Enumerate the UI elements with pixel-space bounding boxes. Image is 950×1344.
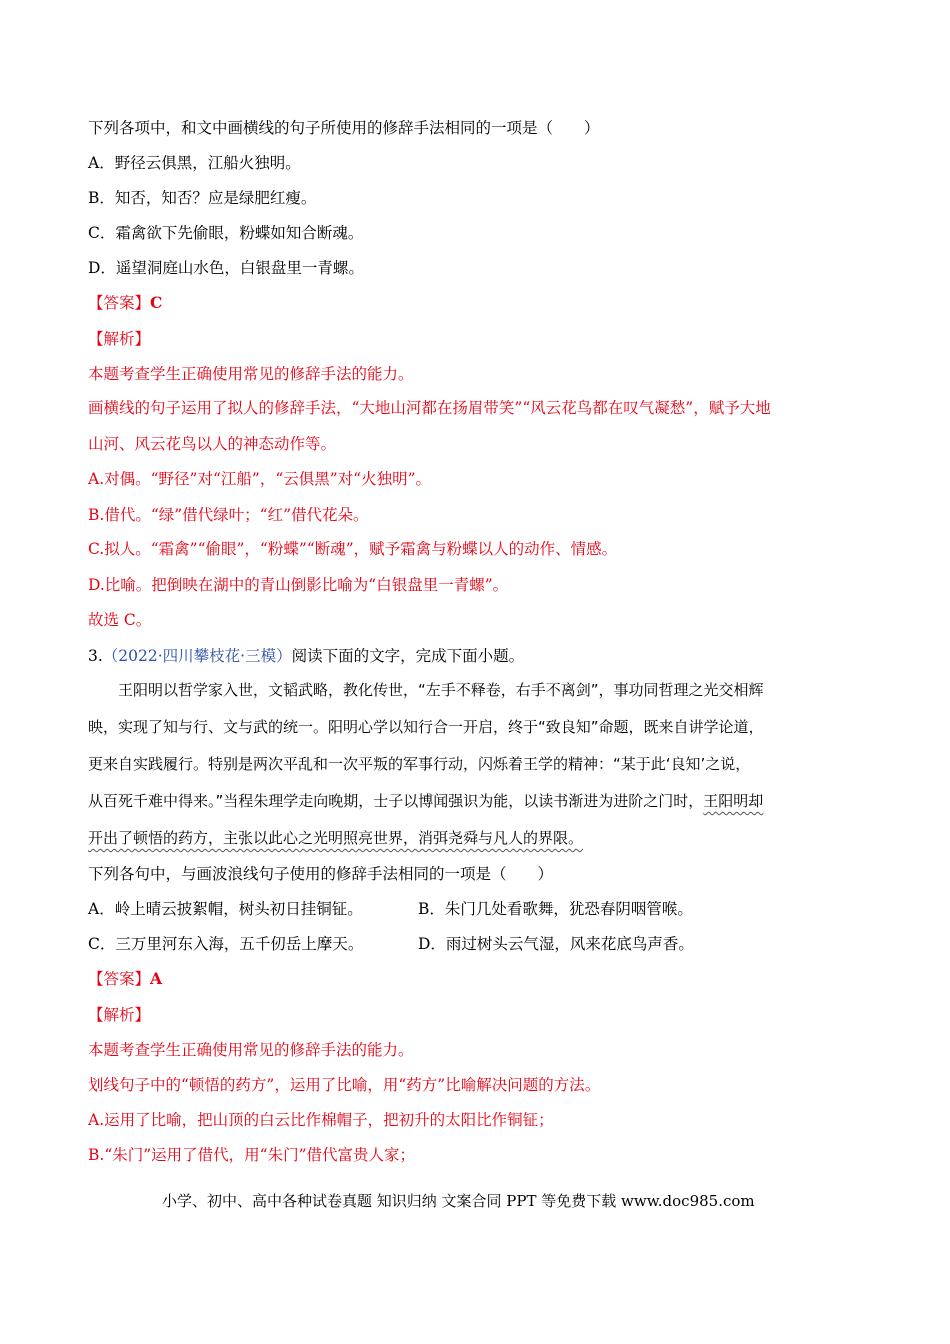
passage-line-4 [88,791,763,811]
q3-analysis-line-1: 本题考查学生正确使用常见的修辞手法的能力。 [88,1041,414,1059]
q3-option-b: B．朱门几处看歌舞，犹恐春阴咽管喉。 [418,900,693,918]
q3-analysis-line-4: B.“朱门”运用了借代，用“朱门”借代富贵人家； [88,1146,416,1164]
q3-stem: 下列各句中，与画波浪线句子使用的修辞手法相同的一项是（ ） [88,865,554,883]
q2-analysis-line-3: 山河、风云花鸟以人的神态动作等。 [88,435,337,453]
q3-answer [88,969,162,989]
q3-analysis-label: 【解析】 [88,1006,151,1024]
q2-answer-label: 【答案】 [88,294,151,312]
passage-line-1: 王阳明以哲学家入世，文韬武略，教化传世，“左手不释卷，右手不离剑”，事功同哲理之光交相辉 [118,681,764,699]
q3-analysis-line-2: 划线句子中的“顿悟的药方”，运用了比喻，用“药方”比喻解决问题的方法。 [88,1076,601,1094]
q2-answer-value: C [150,293,163,312]
q2-answer [88,293,162,313]
q2-analysis-line-7: D.比喻。把倒映在湖中的青山倒影比喻为“白银盘里一青螺”。 [88,576,509,594]
q3-source: （2022·四川攀枝花·三模） [102,647,292,665]
q3-answer-label: 【答案】 [88,970,151,988]
wavy-underlined-sentence-end: 开出了顿悟的药方，主张以此心之光明照亮世界，消弭尧舜与凡人的界限。 [88,829,584,847]
q3-option-c: C．三万里河东入海，五千仞岳上摩天。 [88,935,364,953]
q2-analysis-line-5: B.借代。“绿”借代绿叶；“红”借代花朵。 [88,506,369,524]
q3-intro: 阅读下面的文字，完成下面小题。 [291,647,525,665]
q2-stem: 下列各项中，和文中画横线的句子所使用的修辞手法相同的一项是（ ） [88,119,600,137]
q2-analysis-line-6: C.拟人。“霜禽”“偷眼”，“粉蝶”“断魂”，赋予霜禽与粉蝶以人的动作、情感。 [88,540,618,558]
q2-option-a: A．野径云俱黑，江船火独明。 [88,154,301,172]
q3-number: 3. [88,647,103,665]
q3-option-d: D．雨过树头云气湿，风来花底鸟声香。 [418,935,694,953]
q2-option-c: C．霜禽欲下先偷眼，粉蝶如知合断魂。 [88,224,364,242]
wavy-underlined-sentence-start: 王阳明却 [703,792,764,810]
q2-option-b: B．知否，知否？应是绿肥红瘦。 [88,189,317,207]
passage-line-4-text: 从百死千难中得来。”当程朱理学走向晚期，士子以博闻强识为能，以读书渐进为进阶之门时， [88,792,704,810]
q2-analysis-line-2: 画横线的句子运用了拟人的修辞手法，“大地山河都在扬眉带笑”“风云花鸟都在叹气凝愁”，赋予大地 [88,399,771,417]
page-footer: 小学、初中、高中各种试卷真题 知识归纳 文案合同 PPT 等免费下载 www.doc985.com [162,1192,755,1210]
passage-line-2: 映，实现了知与行、文与武的统一。阳明心学以知行合一开启，终于“致良知”命题，既来自讲学论道， [88,718,764,736]
q2-option-d: D．遥望洞庭山水色，白银盘里一青螺。 [88,259,364,277]
q3-option-a: A．岭上晴云披絮帽，树头初日挂铜钲。 [88,900,363,918]
q3-analysis-line-3: A.运用了比喻，把山顶的白云比作棉帽子，把初升的太阳比作铜钲； [88,1111,554,1129]
q3-answer-value: A [150,969,163,988]
q2-analysis-label: 【解析】 [88,330,151,348]
q2-analysis-line-1: 本题考查学生正确使用常见的修辞手法的能力。 [88,365,414,383]
passage-line-3: 更来自实践履行。特别是两次平乱和一次平叛的军事行动，闪烁着王学的精神：“某于此‘良知’之说， [88,755,751,773]
passage-line-5 [88,828,583,848]
q2-analysis-line-4: A.对偶。“野径”对“江船”，“云俱黑”对“火独明”。 [88,470,432,488]
q2-analysis-line-8: 故选 C。 [88,611,152,629]
q3-header [88,646,524,666]
